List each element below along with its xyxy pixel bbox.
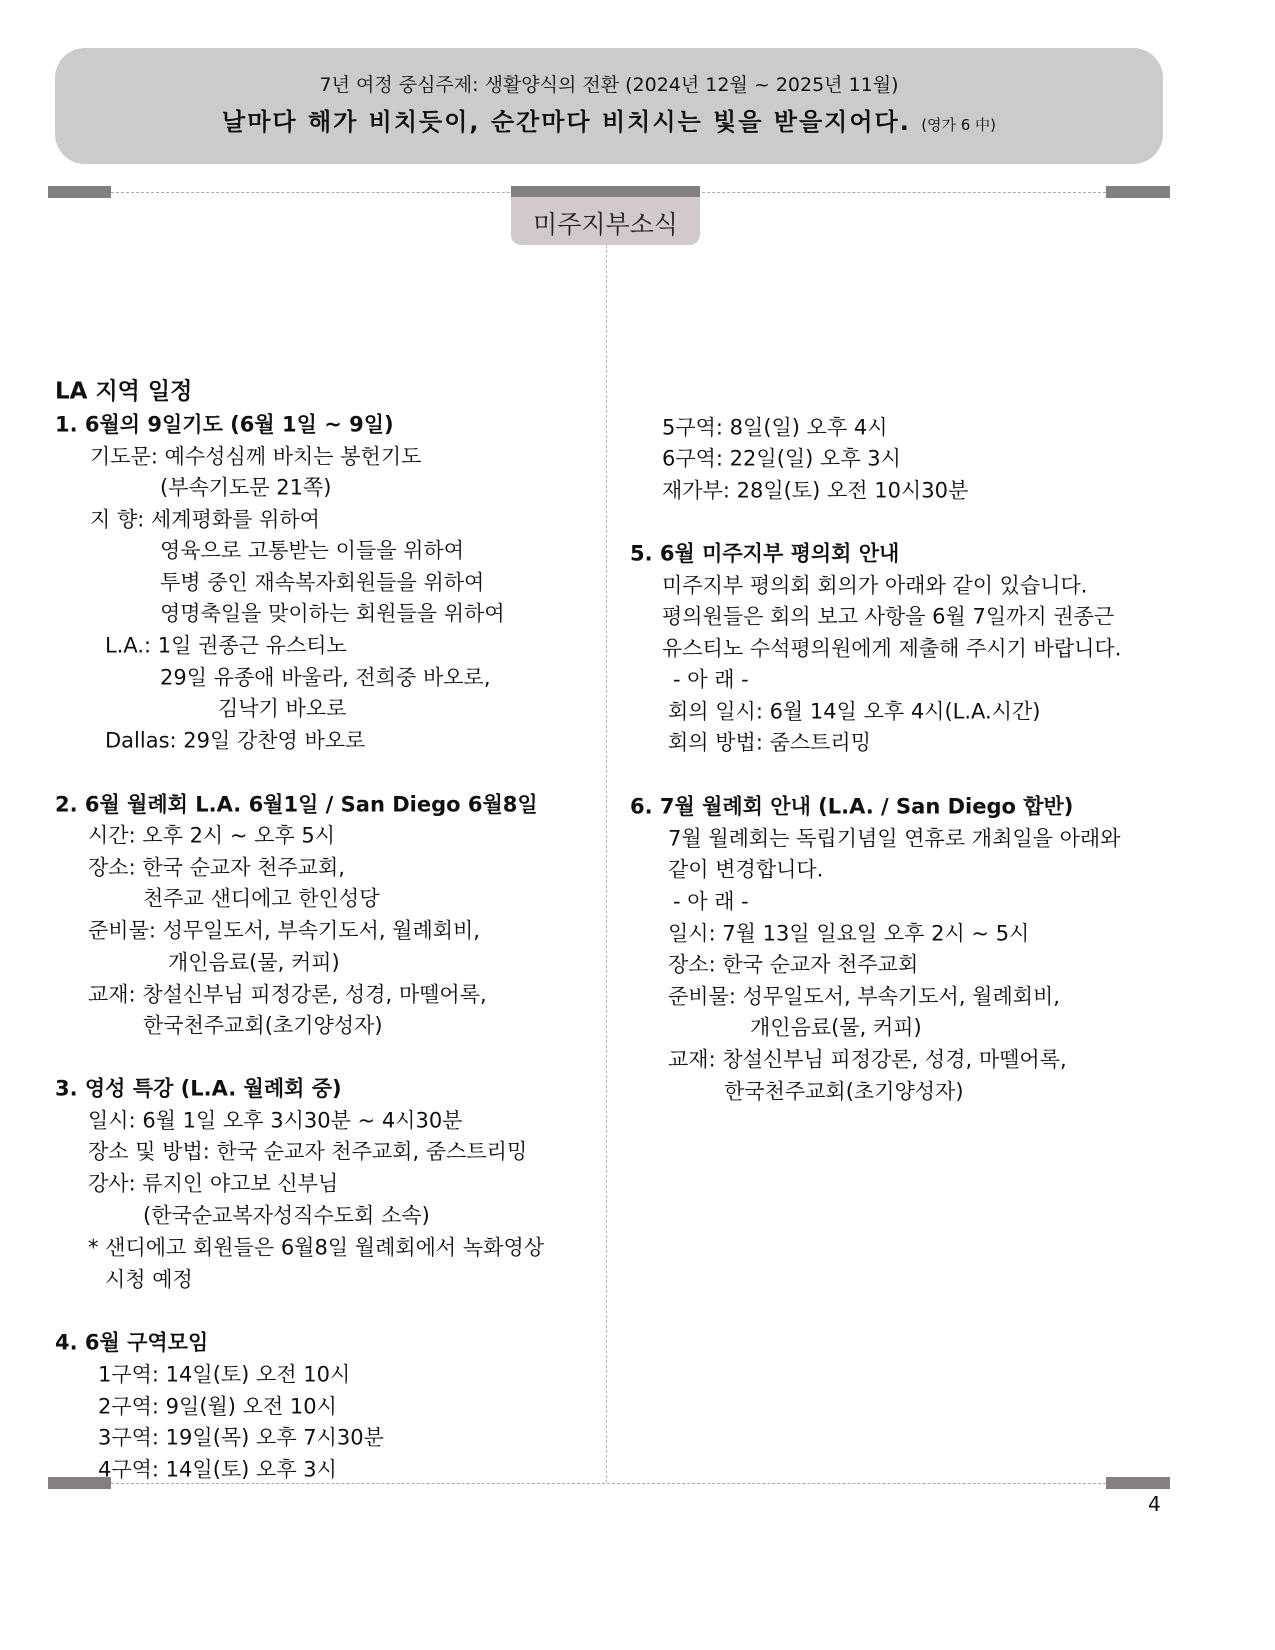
motto-text: 날마다 해가 비치듯이, 순간마다 비치시는 빛을 받을지어다.	[222, 108, 911, 136]
text-line: 7월 월례회는 독립기념일 연휴로 개최일을 아래와	[668, 826, 1121, 851]
section-heading: 3. 영성 특강 (L.A. 월례회 중)	[55, 1076, 342, 1101]
text-line: 29일 유종애 바울라, 전희중 바오로,	[160, 665, 491, 690]
text-line: 평의원들은 회의 보고 사항을 6월 7일까지 권종근	[662, 604, 1115, 629]
section-heading: 6. 7월 월례회 안내 (L.A. / San Diego 합반)	[630, 794, 1074, 819]
text-line: 재가부: 28일(토) 오전 10시30분	[662, 478, 969, 503]
text-line: 김낙기 바오로	[218, 696, 347, 721]
section-heading: 4. 6월 구역모임	[55, 1330, 209, 1355]
text-line: 회의 방법: 줌스트리밍	[668, 730, 871, 755]
text-line: 5구역: 8일(일) 오후 4시	[662, 415, 888, 440]
text-line: 기도문: 예수성심께 바치는 봉헌기도	[90, 444, 422, 469]
text-line: 3구역: 19일(목) 오후 7시30분	[98, 1425, 384, 1450]
text-line: 일시: 7월 13일 일요일 오후 2시 ~ 5시	[668, 921, 1030, 946]
text-line: 영육으로 고통받는 이들을 위하여	[160, 538, 465, 563]
section-heading: 2. 6월 월례회 L.A. 6월1일 / San Diego 6월8일	[55, 792, 538, 817]
page-number: 4	[1148, 1492, 1161, 1516]
text-line: 한국천주교회(초기양성자)	[143, 1013, 383, 1038]
text-line: 영명축일을 맞이하는 회원들을 위하여	[160, 601, 505, 626]
header-motto	[55, 102, 1163, 137]
text-line: 4구역: 14일(토) 오후 3시	[98, 1457, 337, 1482]
section-title: 미주지부소식	[533, 210, 678, 239]
text-line: 강사: 류지인 야고보 신부님	[88, 1171, 339, 1196]
text-line: 준비물: 성무일도서, 부속기도서, 월례회비,	[668, 984, 1060, 1009]
text-line: 유스티노 수석평의원에게 제출해 주시기 바랍니다.	[662, 636, 1122, 661]
section-heading: 1. 6월의 9일기도 (6월 1일 ~ 9일)	[55, 412, 394, 437]
text-line: 같이 변경합니다.	[668, 857, 824, 882]
divider-bar	[1106, 186, 1170, 198]
text-line: 장소: 한국 순교자 천주교회	[668, 952, 919, 977]
text-line: L.A.: 1일 권종근 유스티노	[105, 633, 347, 658]
text-line: (한국순교복자성직수도회 소속)	[143, 1203, 430, 1228]
text-line: 개인음료(물, 커피)	[168, 950, 340, 975]
text-line: 천주교 샌디에고 한인성당	[143, 886, 380, 911]
text-line: 미주지부 평의회 회의가 아래와 같이 있습니다.	[662, 573, 1088, 598]
text-line: - 아 래 -	[673, 889, 749, 914]
text-line: 2구역: 9일(월) 오전 10시	[98, 1394, 337, 1419]
text-line: 일시: 6월 1일 오후 3시30분 ~ 4시30분	[88, 1108, 463, 1133]
text-line: 장소: 한국 순교자 천주교회,	[88, 855, 345, 880]
text-line: 준비물: 성무일도서, 부속기도서, 월례회비,	[88, 918, 480, 943]
text-line: - 아 래 -	[673, 667, 749, 692]
text-line: 1구역: 14일(토) 오전 10시	[98, 1362, 351, 1387]
header-theme: 7년 여정 중심주제: 생활양식의 전환 (2024년 12월 ~ 2025년 11월)	[319, 74, 899, 96]
header-banner	[55, 48, 1163, 164]
divider-bar	[48, 186, 111, 198]
text-line: 회의 일시: 6월 14일 오후 4시(L.A.시간)	[668, 699, 1041, 724]
text-line: 개인음료(물, 커피)	[750, 1015, 922, 1040]
text-line: 장소 및 방법: 한국 순교자 천주교회, 줌스트리밍	[88, 1139, 528, 1164]
text-line: 교재: 창설신부님 피정강론, 성경, 마뗄어록,	[88, 982, 487, 1007]
text-line: 한국천주교회(초기양성자)	[724, 1079, 964, 1104]
section-tab	[511, 186, 700, 245]
text-line: 교재: 창설신부님 피정강론, 성경, 마뗄어록,	[668, 1047, 1067, 1072]
column-divider	[606, 245, 607, 1483]
motto-source: (영가 6 中)	[921, 116, 996, 134]
text-line: 시간: 오후 2시 ~ 오후 5시	[88, 823, 336, 848]
divider-line	[111, 1483, 1106, 1484]
divider-bar	[1106, 1477, 1170, 1489]
section-heading: LA 지역 일정	[55, 378, 193, 405]
text-line: 투병 중인 재속복자회원들을 위하여	[160, 570, 485, 595]
text-line: 시청 예정	[105, 1267, 193, 1292]
text-line: * 샌디에고 회원들은 6월8일 월례회에서 녹화영상	[88, 1235, 545, 1260]
text-line: Dallas: 29일 강찬영 바오로	[105, 728, 366, 753]
text-line: 6구역: 22일(일) 오후 3시	[662, 446, 901, 471]
text-line: 지 향: 세계평화를 위하여	[90, 507, 320, 532]
section-heading: 5. 6월 미주지부 평의회 안내	[630, 541, 900, 566]
text-line: (부속기도문 21쪽)	[160, 475, 332, 500]
